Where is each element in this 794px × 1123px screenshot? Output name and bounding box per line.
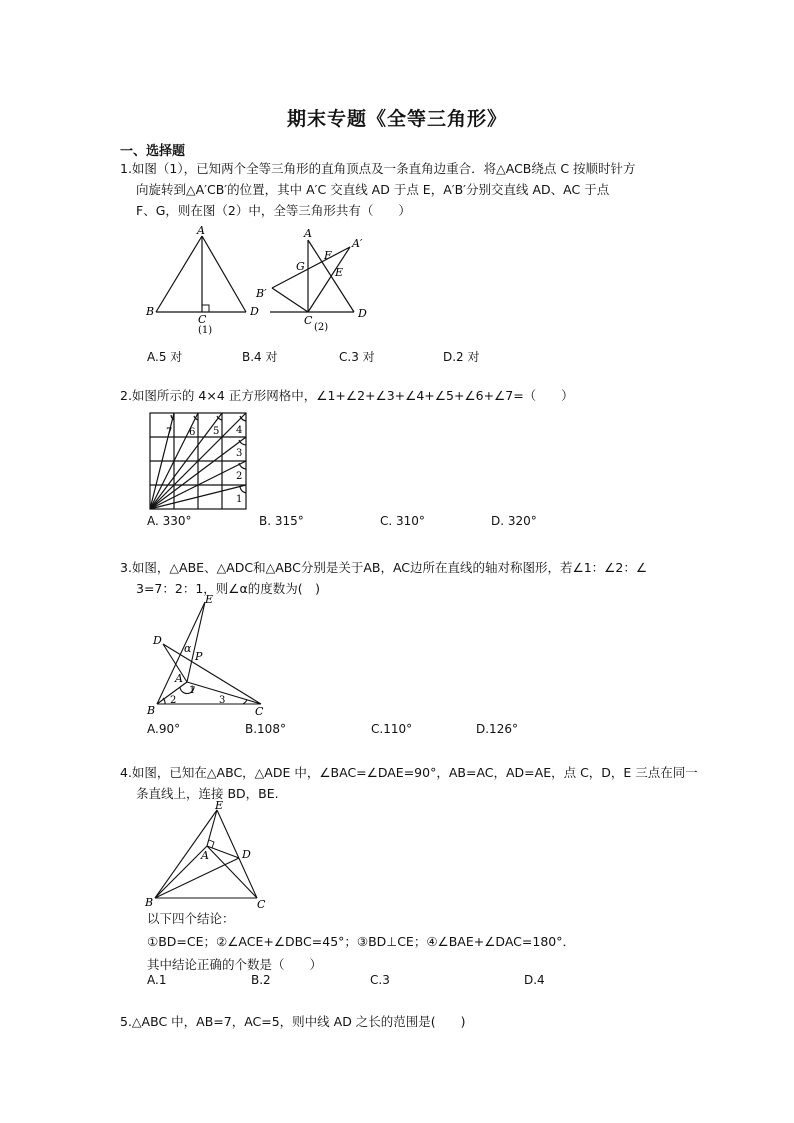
q2-option-a[interactable]: A. 330°	[147, 514, 192, 528]
q1-option-c[interactable]: C.3 对	[339, 350, 375, 364]
fig4-label-d: D	[242, 848, 251, 861]
fig1-caption: (1)	[198, 325, 213, 336]
conclusion-intro: 以下四个结论：	[147, 911, 235, 926]
question-1-line-1: 1.如图（1），已知两个全等三角形的直角顶点及一条直角边重合．将△ACB绕点 C 按顺时针方	[120, 161, 636, 176]
fig2-label-c: C	[304, 314, 313, 327]
question-1-line-3: F、G，则在图（2）中，全等三角形共有（ ）	[136, 203, 411, 218]
q4-option-d[interactable]: D.4	[524, 973, 545, 987]
question-4	[120, 762, 710, 804]
fig2-caption: (2)	[314, 322, 329, 333]
fig4-label-b: B	[145, 896, 154, 908]
q2-option-b[interactable]: B. 315°	[259, 514, 304, 528]
fig1-label-a: A	[197, 224, 205, 237]
q3-option-b[interactable]: B.108°	[245, 722, 286, 736]
fig3-label-c: C	[255, 705, 264, 718]
fig4-label-a: A	[201, 849, 209, 862]
fig4-label-e: E	[215, 800, 224, 812]
fig3-label-3: 3	[219, 695, 226, 706]
question-4-figure	[143, 800, 268, 908]
fig3-label-e: E	[205, 594, 214, 606]
question-1	[120, 158, 700, 221]
figure-2	[255, 227, 367, 333]
fig4-label-c: C	[257, 898, 266, 908]
grid-angle-label-4: 4	[236, 425, 243, 436]
q3-option-c[interactable]: C.110°	[371, 722, 413, 736]
grid-angle-label-6: 6	[189, 427, 196, 438]
question-4-line-2: 条直线上，连接 BD，BE.	[136, 786, 279, 801]
fig2-label-e: E	[335, 266, 344, 279]
fig1-label-d: D	[250, 305, 259, 318]
q4-option-c[interactable]: C.3	[370, 973, 390, 987]
q1-option-d[interactable]: D.2 对	[443, 350, 480, 364]
question-5	[120, 1011, 700, 1032]
figure-1	[145, 224, 259, 336]
q3-option-a[interactable]: A.90°	[147, 722, 181, 736]
fig2-label-d: D	[358, 307, 367, 320]
fig2-label-a: A	[304, 227, 312, 240]
q4-option-b[interactable]: B.2	[251, 973, 271, 987]
question-3	[120, 557, 700, 599]
question-4-line-1: 4.如图，已知在△ABC，△ADE 中，∠BAC=∠DAE=90°，AB=AC，AD=AE，点 C，D，E 三点在同一	[120, 765, 698, 780]
fig1-label-c: C	[198, 313, 207, 326]
fig3-label-a: A	[175, 672, 183, 685]
question-4-prompt: 其中结论正确的个数是（ ）	[147, 957, 323, 972]
fig3-label-d: D	[153, 634, 162, 647]
question-2	[120, 385, 700, 406]
conclusion-list: ①BD=CE；②∠ACE+∠DBC=45°；③BD⊥CE；④∠BAE+∠DAC=180°．	[147, 934, 575, 949]
question-2-line-1: 2.如图所示的 4×4 正方形网格中，∠1+∠2+∠3+∠4+∠5+∠6+∠7=（ ）	[120, 388, 574, 403]
q3-option-d[interactable]: D.126°	[476, 722, 518, 736]
question-3-line-2: 3=7：2：1，则∠α的度数为( )	[136, 581, 320, 596]
fig3-label-p: P	[195, 650, 203, 663]
grid-angle-label-7: 7	[166, 427, 173, 438]
question-2-grid-figure	[149, 412, 251, 510]
fig3-label-alpha: α	[184, 642, 192, 655]
grid-angle-label-2: 2	[236, 471, 243, 482]
grid-angle-label-1: 1	[236, 494, 243, 505]
question-5-line-1: 5.△ABC 中，AB=7，AC=5，则中线 AD 之长的范围是( )	[120, 1014, 466, 1029]
question-3-figure	[143, 594, 273, 718]
fig2-label-a-prime: A′	[352, 237, 363, 250]
fig3-label-1: 1	[189, 685, 196, 696]
fig3-label-b: B	[147, 704, 156, 717]
q2-option-c[interactable]: C. 310°	[380, 514, 425, 528]
question-4-conclusions	[147, 907, 707, 976]
fig2-label-g: G	[296, 260, 305, 273]
question-1-figure	[140, 222, 380, 340]
q4-option-a[interactable]: A.1	[147, 973, 167, 987]
fig1-label-b: B	[146, 305, 155, 318]
q2-option-d[interactable]: D. 320°	[491, 514, 537, 528]
section-heading: 一、选择题	[120, 144, 186, 159]
page-title: 期末专题《全等三角形》	[286, 108, 507, 130]
fig2-label-b-prime: B′	[256, 287, 267, 300]
grid-angle-label-5: 5	[213, 426, 220, 437]
q1-option-b[interactable]: B.4 对	[242, 350, 278, 364]
question-3-line-1: 3.如图，△ABE、△ADC和△ABC分别是关于AB，AC边所在直线的轴对称图形，若∠1：∠2：∠	[120, 560, 648, 575]
fig3-label-2: 2	[170, 695, 177, 706]
fig2-label-f: F	[324, 249, 332, 262]
q1-option-a[interactable]: A.5 对	[147, 350, 183, 364]
grid-angle-label-3: 3	[236, 448, 243, 459]
question-1-line-2: 向旋转到△A′CB′的位置，其中 A′C 交直线 AD 于点 E，A′B′分别交直线 AD、AC 于点	[136, 182, 610, 197]
